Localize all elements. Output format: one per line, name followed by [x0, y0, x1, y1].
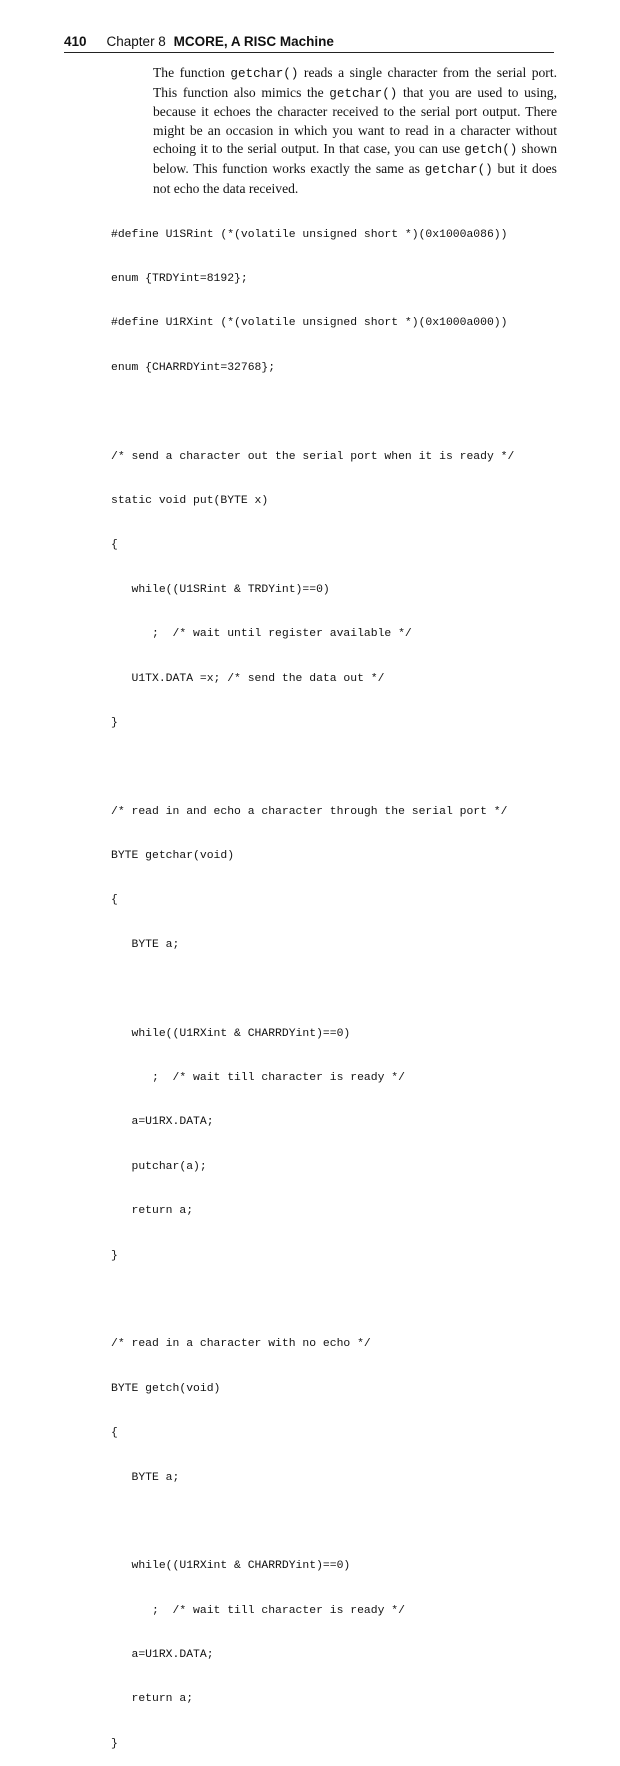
code-line: { — [111, 539, 118, 552]
code-line: ; /* wait till character is ready */ — [111, 1604, 405, 1617]
code-line: { — [111, 894, 118, 907]
inline-code: getch() — [464, 143, 518, 158]
code-listing — [111, 198, 514, 1766]
paragraph-text: The function — [153, 65, 231, 80]
paragraph-text: shown below. This function works exactly the same as — [153, 141, 557, 176]
code-line: /* read in and echo a character through the serial port */ — [111, 805, 508, 818]
code-line — [111, 1515, 514, 1530]
chapter-label: Chapter 8 — [106, 34, 166, 49]
code-line: { — [111, 1427, 118, 1440]
running-header — [64, 34, 554, 53]
code-line: #define U1SRint (*(volatile unsigned short *)(0x1000a086)) — [111, 228, 508, 241]
code-line: } — [111, 1737, 118, 1750]
code-line: /* send a character out the serial port when it is ready */ — [111, 450, 515, 463]
code-line: putchar(a); — [111, 1160, 207, 1173]
code-line: a=U1RX.DATA; — [111, 1116, 214, 1129]
code-line — [111, 760, 514, 775]
code-line — [111, 1293, 514, 1308]
code-line: enum {CHARRDYint=32768}; — [111, 361, 276, 374]
code-line: return a; — [111, 1205, 194, 1218]
code-line: while((U1RXint & CHARRDYint)==0) — [111, 1027, 351, 1040]
page-number: 410 — [64, 34, 87, 49]
code-line: static void put(BYTE x) — [111, 494, 269, 507]
code-line: BYTE a; — [111, 938, 180, 951]
code-line: ; /* wait until register available */ — [111, 628, 412, 641]
code-line: a=U1RX.DATA; — [111, 1649, 214, 1662]
code-line — [111, 982, 514, 997]
paragraph-text: but it does not echo the data received. — [153, 160, 557, 196]
code-line — [111, 405, 514, 420]
body-paragraph — [153, 64, 557, 198]
inline-code: getchar() — [329, 86, 398, 101]
code-line: } — [111, 1249, 118, 1262]
code-line: } — [111, 716, 118, 729]
code-line: /* read in a character with no echo */ — [111, 1338, 371, 1351]
code-line: ; /* wait till character is ready */ — [111, 1072, 405, 1085]
code-line: BYTE a; — [111, 1471, 180, 1484]
inline-code: getchar() — [230, 67, 299, 81]
code-line: enum {TRDYint=8192}; — [111, 272, 248, 285]
code-line: U1TX.DATA =x; /* send the data out */ — [111, 672, 385, 685]
chapter-title: MCORE, A RISC Machine — [173, 34, 334, 49]
code-line: while((U1SRint & TRDYint)==0) — [111, 583, 330, 596]
code-line: while((U1RXint & CHARRDYint)==0) — [111, 1560, 351, 1573]
code-line: return a; — [111, 1693, 194, 1706]
inline-code: getchar() — [424, 162, 493, 177]
paragraph-text: that you are used to using, because it echoes the character received to the serial port output. There might be an occasion in which you want to read in a character without echoing it to the serial output. In that case, you can use — [153, 84, 557, 157]
code-line: BYTE getch(void) — [111, 1382, 221, 1395]
code-line: #define U1RXint (*(volatile unsigned short *)(0x1000a000)) — [111, 317, 508, 330]
code-line: BYTE getchar(void) — [111, 850, 235, 863]
paragraph-text: reads a single character from the serial port. This function also mimics the — [153, 65, 558, 100]
